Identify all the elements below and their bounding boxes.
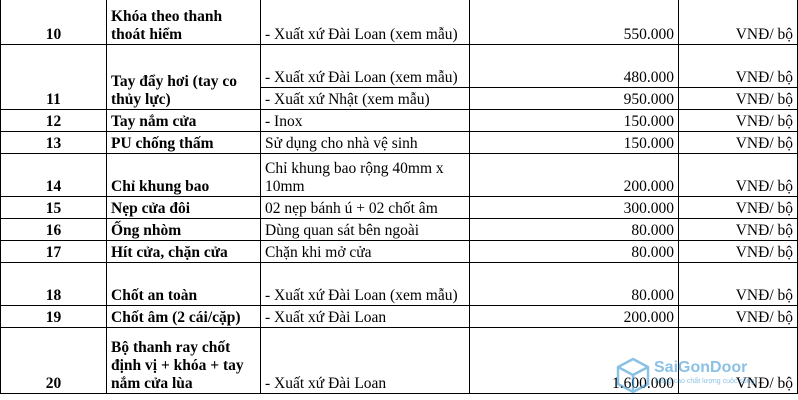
item-price: 950.000 xyxy=(470,88,679,110)
item-unit: VNĐ/ bộ xyxy=(679,328,798,394)
table-row xyxy=(1,45,798,88)
item-unit: VNĐ/ bộ xyxy=(679,197,798,219)
row-number: 19 xyxy=(1,306,107,328)
item-unit: VNĐ/ bộ xyxy=(679,88,798,110)
table-row xyxy=(1,197,798,219)
row-number: 14 xyxy=(1,154,107,197)
row-number: 13 xyxy=(1,132,107,154)
item-name: Tay nắm cửa xyxy=(107,110,261,132)
item-name: Chốt âm (2 cái/cặp) xyxy=(107,306,261,328)
item-description: - Xuất xứ Đài Loan xyxy=(261,328,470,394)
item-description: - Xuất xứ Đài Loan (xem mẫu) xyxy=(261,0,470,45)
row-number: 17 xyxy=(1,241,107,263)
row-number: 16 xyxy=(1,219,107,241)
item-description: - Xuất xứ Đài Loan (xem mẫu) xyxy=(261,263,470,306)
item-name: Khóa theo thanh thoát hiểm xyxy=(107,0,261,45)
item-name: Tay đẩy hơi (tay co thủy lực) xyxy=(107,45,261,110)
item-price: 150.000 xyxy=(470,110,679,132)
item-price: 80.000 xyxy=(470,219,679,241)
item-price: 200.000 xyxy=(470,306,679,328)
row-number: 18 xyxy=(1,263,107,306)
item-unit: VNĐ/ bộ xyxy=(679,154,798,197)
item-price: 150.000 xyxy=(470,132,679,154)
item-name: Nẹp cửa đôi xyxy=(107,197,261,219)
item-description: - Xuất xứ Đài Loan (xem mẫu) xyxy=(261,45,470,88)
table-row xyxy=(1,306,798,328)
item-price: 480.000 xyxy=(470,45,679,88)
item-name: PU chống thấm xyxy=(107,132,261,154)
item-unit: VNĐ/ bộ xyxy=(679,110,798,132)
table-row xyxy=(1,219,798,241)
item-description: Dùng quan sát bên ngoài xyxy=(261,219,470,241)
table-row xyxy=(1,110,798,132)
item-description: Chỉ khung bao rộng 40mm x 10mm xyxy=(261,154,470,197)
item-price: 1.600.000 xyxy=(470,328,679,394)
row-number: 15 xyxy=(1,197,107,219)
row-number: 11 xyxy=(1,45,107,110)
row-number: 12 xyxy=(1,110,107,132)
saigondoor-watermark xyxy=(616,355,766,395)
table-row xyxy=(1,0,798,45)
watermark-brand: SaiGonDoor xyxy=(654,359,748,376)
item-name: Ống nhòm xyxy=(107,219,261,241)
item-description: - Inox xyxy=(261,110,470,132)
item-unit: VNĐ/ bộ xyxy=(679,0,798,45)
item-unit: VNĐ/ bộ xyxy=(679,263,798,306)
item-description: Sử dụng cho nhà vệ sinh xyxy=(261,132,470,154)
item-unit: VNĐ/ bộ xyxy=(679,241,798,263)
item-price: 550.000 xyxy=(470,0,679,45)
item-description: Chặn khi mở cửa xyxy=(261,241,470,263)
item-unit: VNĐ/ bộ xyxy=(679,45,798,88)
item-price: 200.000 xyxy=(470,154,679,197)
table-row xyxy=(1,154,798,197)
row-number: 10 xyxy=(1,0,107,45)
item-unit: VNĐ/ bộ xyxy=(679,132,798,154)
cube-logo-icon xyxy=(616,357,650,393)
item-name: Chốt an toàn xyxy=(107,263,261,306)
item-unit: VNĐ/ bộ xyxy=(679,219,798,241)
item-description: - Xuất xứ Nhật (xem mẫu) xyxy=(261,88,470,110)
item-name: Bộ thanh ray chốt định vị + khóa + tay nắm cửa lùa xyxy=(107,328,261,394)
item-name: Chỉ khung bao xyxy=(107,154,261,197)
item-price: 80.000 xyxy=(470,263,679,306)
item-price: 80.000 xyxy=(470,241,679,263)
item-name: Hít cửa, chặn cửa xyxy=(107,241,261,263)
item-unit: VNĐ/ bộ xyxy=(679,306,798,328)
item-description: - Xuất xứ Đài Loan xyxy=(261,306,470,328)
row-number: 20 xyxy=(1,328,107,394)
item-description: 02 nẹp bánh ú + 02 chốt âm xyxy=(261,197,470,219)
table-row xyxy=(1,241,798,263)
table-row xyxy=(1,263,798,306)
item-price: 300.000 xyxy=(470,197,679,219)
table-row xyxy=(1,132,798,154)
watermark-tagline: Nâng cao chất lượng cuộc sống xyxy=(655,378,755,385)
